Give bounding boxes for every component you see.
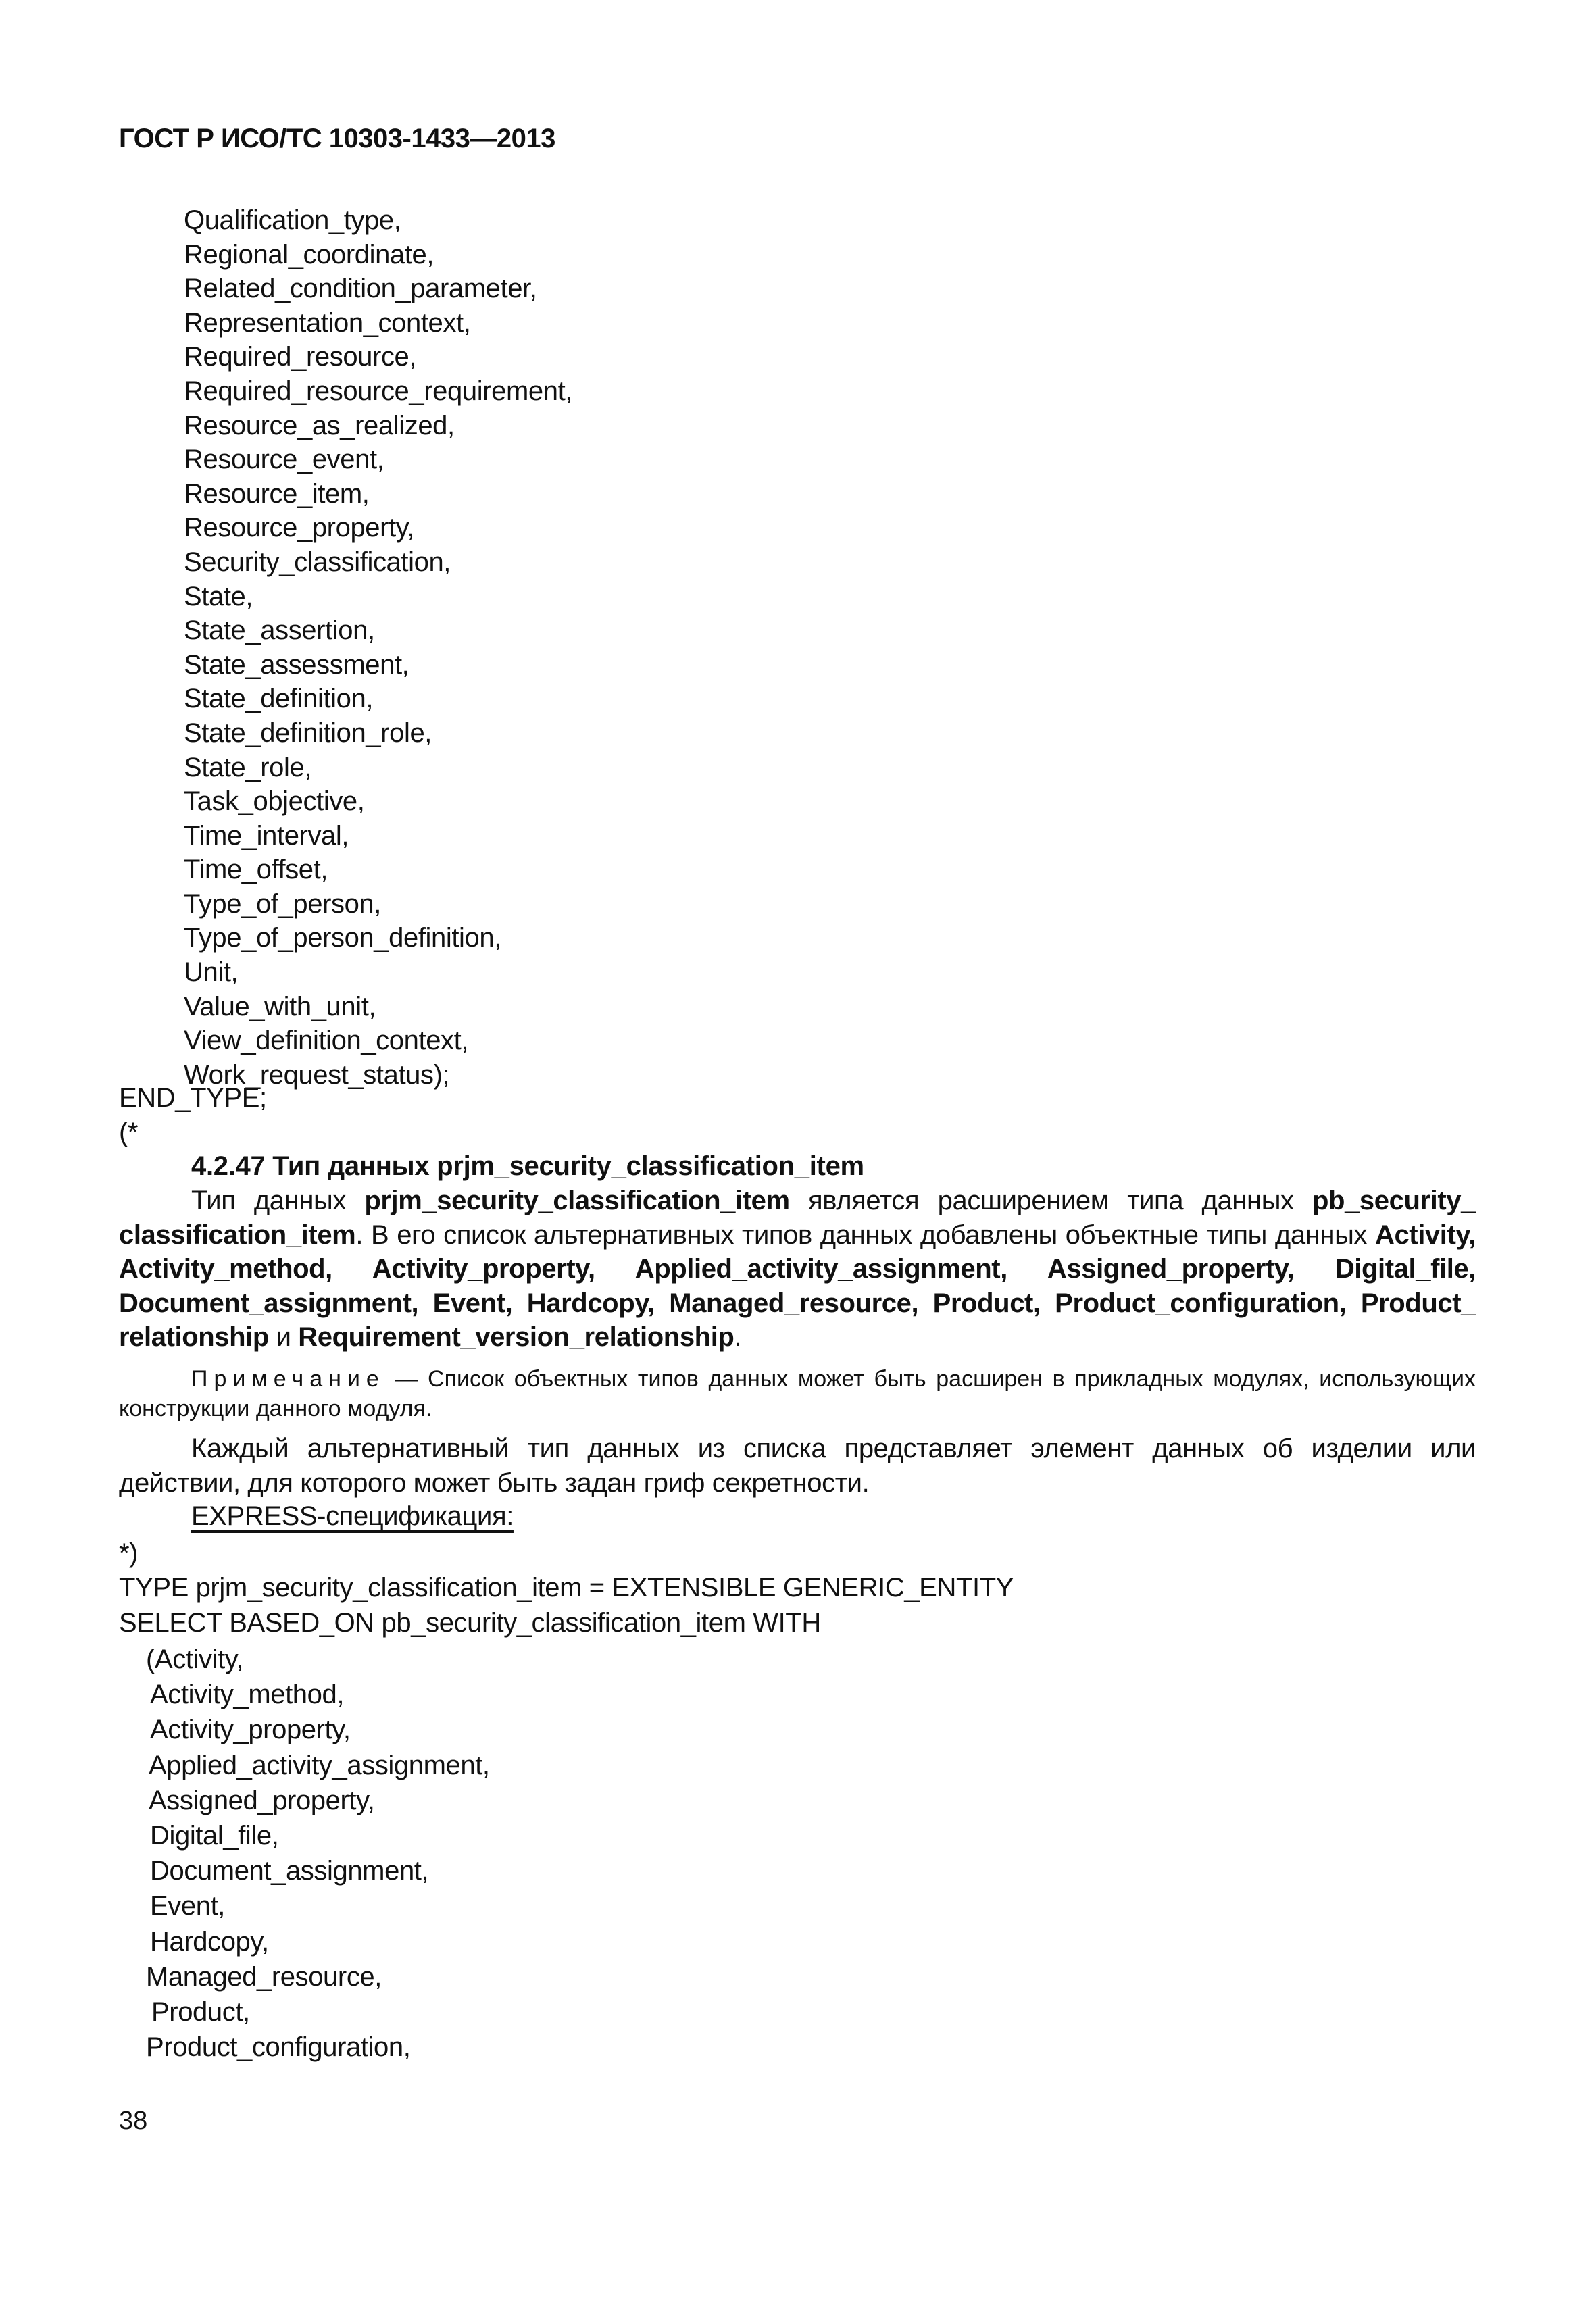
list-item: Type_of_person, <box>184 888 381 919</box>
entity-list-top <box>184 203 572 1092</box>
note <box>119 1364 1476 1424</box>
paragraph-text: и <box>268 1322 299 1352</box>
list-item: Resource_event, <box>184 445 384 475</box>
paragraph-text: Тип данных <box>191 1186 365 1215</box>
list-item: Resource_as_realized, <box>184 410 455 441</box>
document-header: ГОСТ Р ИСО/ТС 10303-1433—2013 <box>119 124 555 153</box>
list-item: Task_objective, <box>184 786 365 817</box>
list-item: Product, <box>151 1997 250 2028</box>
paragraph-bold-term: pb_security_ classification_item <box>119 1186 1476 1250</box>
note-label: Примечание <box>191 1366 385 1392</box>
entity-list-bottom <box>146 1642 490 2065</box>
list-item: State, <box>184 581 253 611</box>
section-paragraph-2: Каждый альтернативный тип данных из списка представляет элемент данных об изделии или действии, для которого может быть задан гриф секретности. <box>119 1434 1476 1498</box>
list-item: Document_assignment, <box>150 1856 429 1886</box>
paragraph-bold-term: Requirement_version_relationship <box>298 1322 734 1352</box>
list-item: Related_condition_parameter, <box>184 274 537 304</box>
page-number: 38 <box>119 2107 148 2135</box>
list-item: Time_interval, <box>184 820 349 851</box>
end-type-line: END_TYPE; <box>119 1083 267 1113</box>
list-item: Qualification_type, <box>184 205 401 235</box>
list-item: Activity_property, <box>150 1715 351 1745</box>
list-item: Representation_context, <box>184 307 471 338</box>
code-line: SELECT BASED_ON pb_security_classification_item WITH <box>119 1608 821 1638</box>
code-line: TYPE prjm_security_classification_item = EXTENSIBLE GENERIC_ENTITY <box>119 1573 1014 1603</box>
list-item: Required_resource, <box>184 342 417 372</box>
list-item: Value_with_unit, <box>184 991 376 1022</box>
section-paragraph-1 <box>119 1184 1476 1355</box>
list-item: Event, <box>150 1891 225 1921</box>
comment-open: (* <box>119 1117 139 1147</box>
list-item: Unit, <box>184 957 239 988</box>
list-item: Activity_method, <box>150 1680 345 1710</box>
list-item: Security_classification, <box>184 547 451 577</box>
paragraph-text: является расширением типа данных <box>789 1186 1313 1215</box>
paragraph-text: . <box>734 1322 742 1352</box>
note-text: — Список объектных типов данных может быть расширен в прикладных модулях, использующих конструкции данного модуля. <box>119 1366 1476 1422</box>
list-item: State_definition_role, <box>184 718 432 748</box>
list-item: Time_offset, <box>184 855 328 885</box>
list-item: Applied_activity_assignment, <box>149 1750 490 1780</box>
list-item: State_role, <box>184 752 312 782</box>
list-item: Required_resource_requirement, <box>184 376 572 406</box>
list-item: Resource_item, <box>184 478 370 509</box>
list-item: Type_of_person_definition, <box>184 923 501 953</box>
paragraph-bold-term: Activity, Activity_method, Activity_property, Applied_activity_assignment, Assigned_property, Digital_file, Document_assignment, Event, Hardcopy, Managed_resource, Product, Product_configuration, Product_ relationship <box>119 1219 1476 1352</box>
list-item: Assigned_property, <box>149 1785 375 1815</box>
section-heading: 4.2.47 Тип данных prjm_security_classification_item <box>191 1151 864 1181</box>
list-item: Regional_coordinate, <box>184 239 434 270</box>
list-item: State_definition, <box>184 684 374 714</box>
list-item: (Activity, <box>146 1644 244 1674</box>
list-item: View_definition_context, <box>184 1026 469 1056</box>
paragraph-bold-term: prjm_security_classification_item <box>364 1186 790 1215</box>
list-item: Managed_resource, <box>146 1961 382 1992</box>
express-spec-label: EXPRESS-спецификация: <box>191 1501 514 1531</box>
comment-close: *) <box>119 1538 139 1568</box>
list-item: Hardcopy, <box>150 1926 269 1957</box>
list-item: State_assessment, <box>184 649 409 680</box>
list-item: Digital_file, <box>150 1821 279 1851</box>
list-item: Work_request_status); <box>184 1059 450 1090</box>
paragraph-text: . В его список альтернативных типов данных добавлены объектные типы данных <box>355 1219 1375 1250</box>
list-item: Product_configuration, <box>146 2032 411 2063</box>
list-item: Resource_property, <box>184 513 415 543</box>
list-item: State_assertion, <box>184 615 375 646</box>
